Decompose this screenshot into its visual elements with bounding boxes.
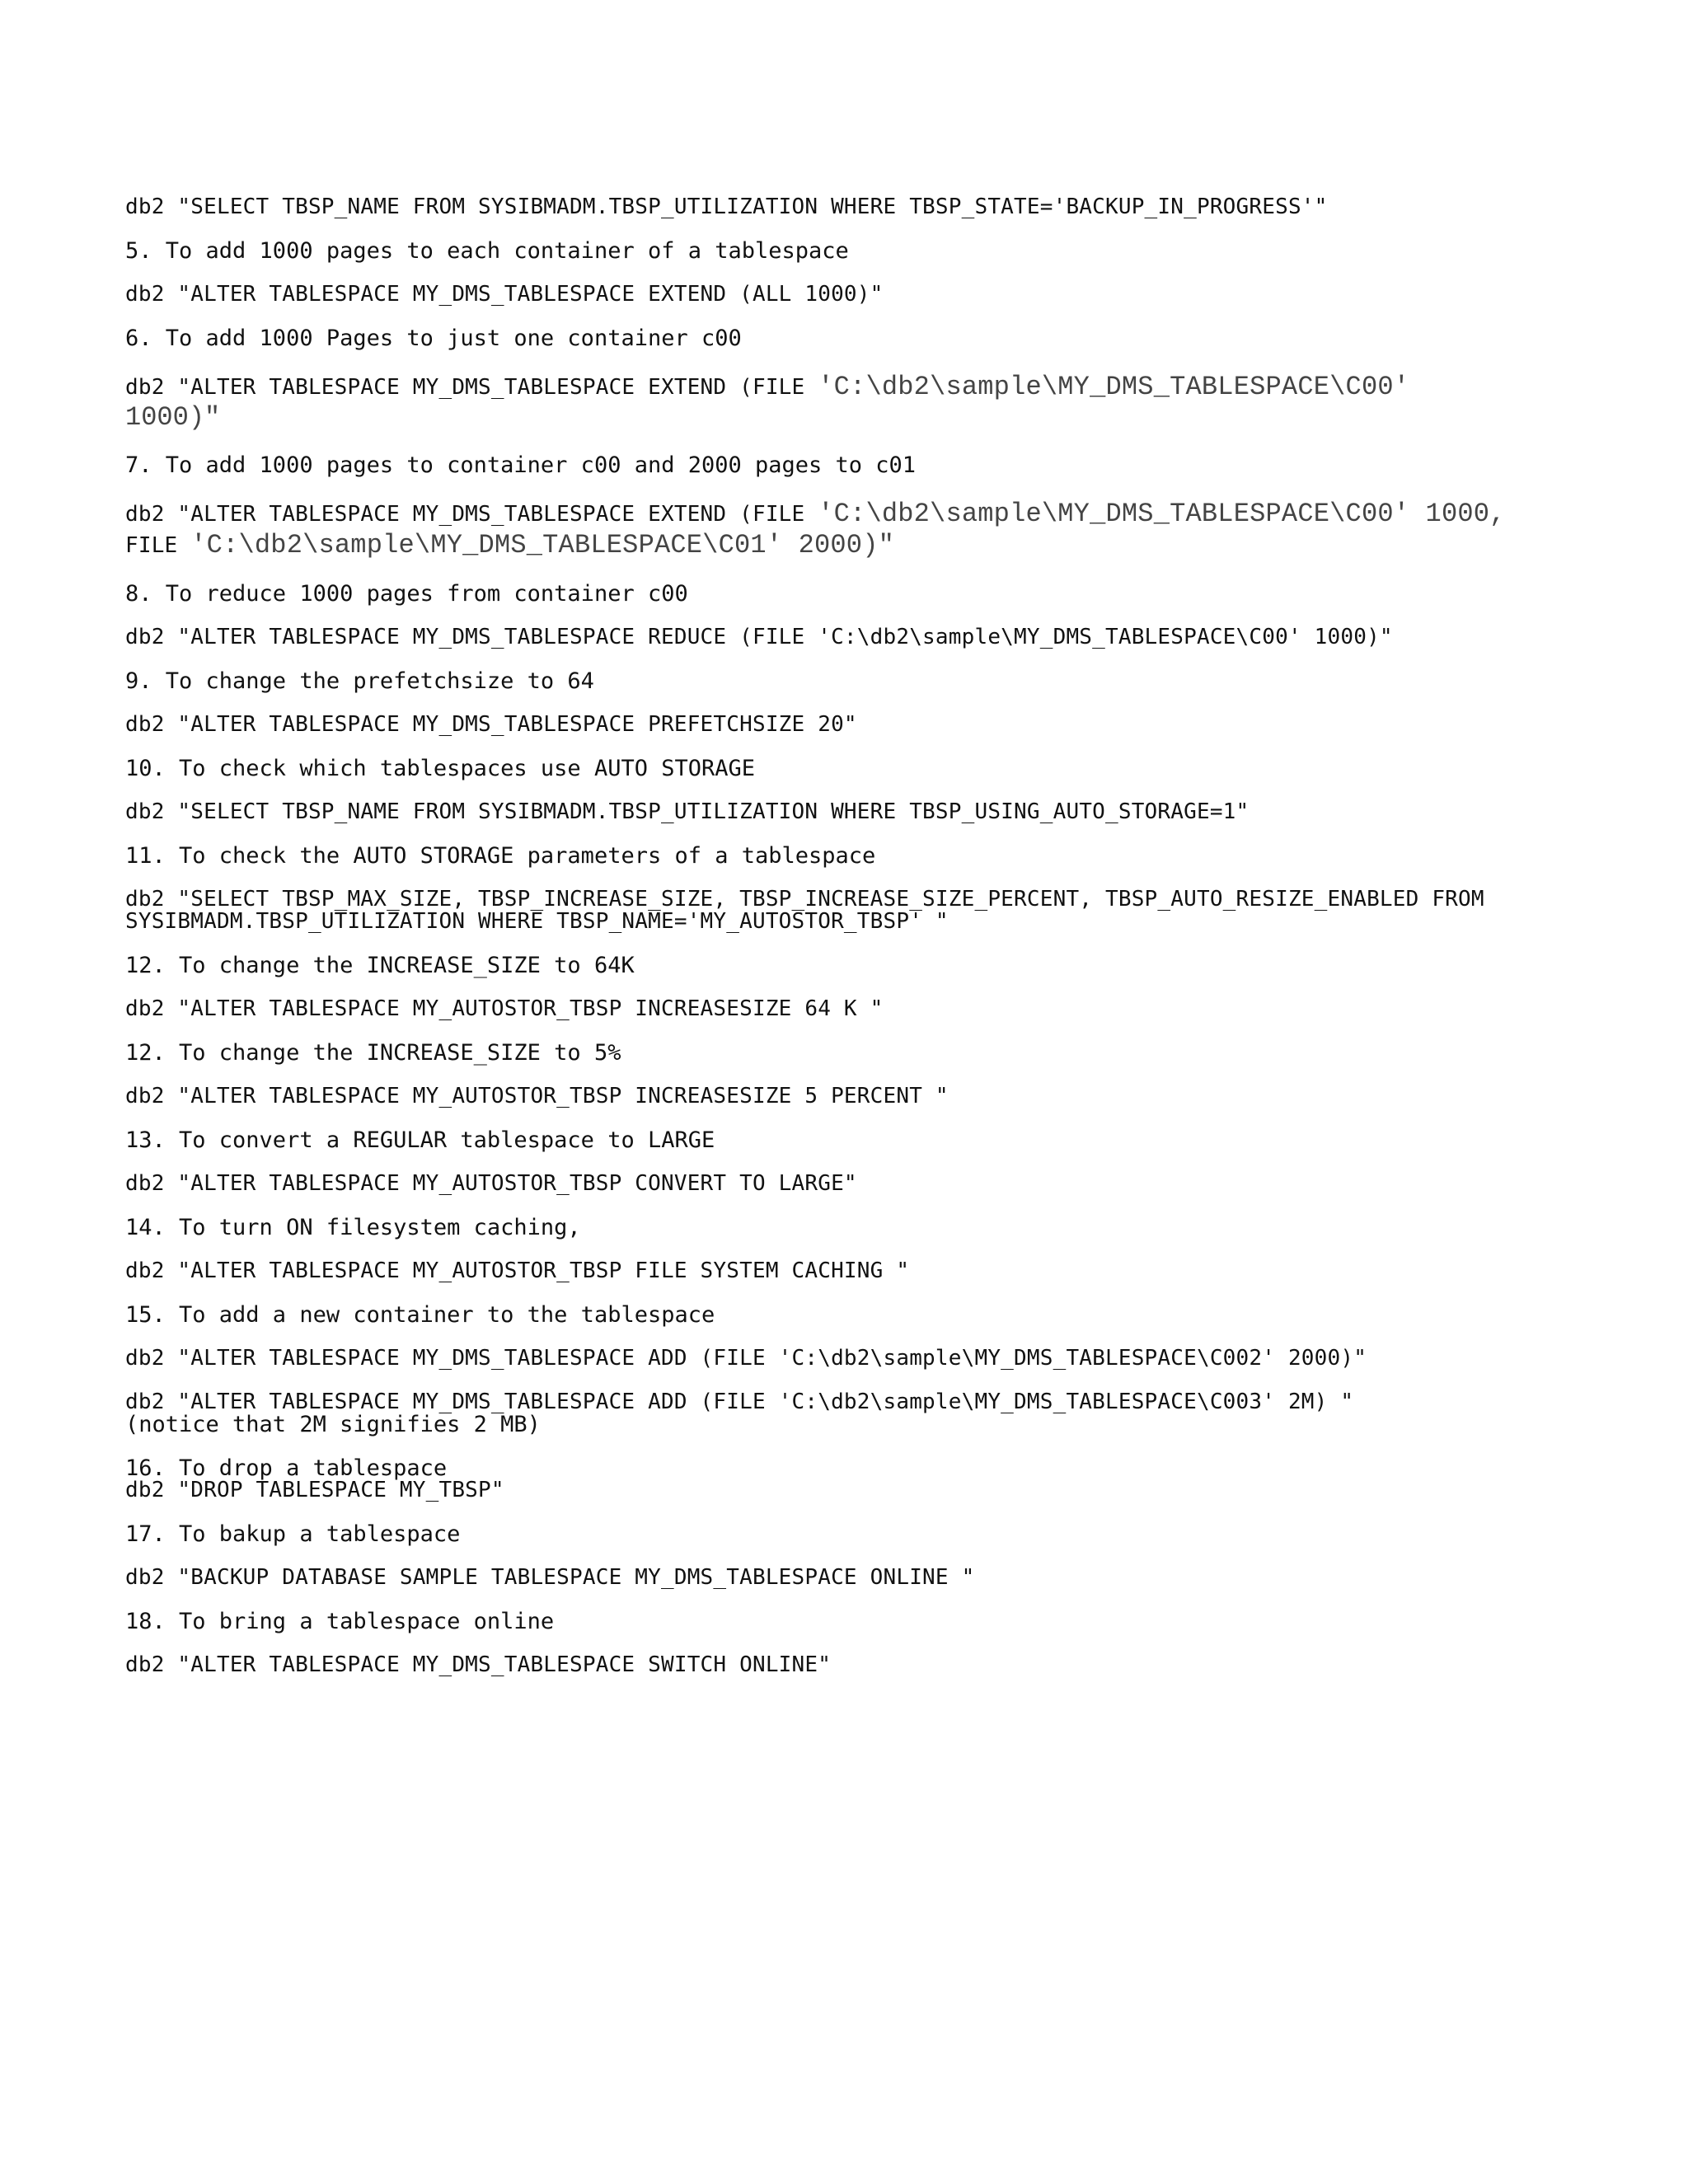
command-line xyxy=(125,372,1609,402)
step-heading: 5. To add 1000 pages to each container of a tablespace xyxy=(125,238,849,264)
command-text: db2 "ALTER TABLESPACE MY_DMS_TABLESPACE EXTEND (FILE xyxy=(125,375,818,400)
command-text: FILE xyxy=(125,533,191,558)
command-line xyxy=(125,499,1609,529)
step-heading: 7. To add 1000 pages to container c00 and 2000 pages to c01 xyxy=(125,452,917,478)
file-path: 'C:\db2\sample\MY_DMS_TABLESPACE\C01' 2000)" xyxy=(190,530,895,560)
step-heading: 17. To bakup a tablespace xyxy=(125,1521,461,1547)
command-text: db2 "ALTER TABLESPACE MY_DMS_TABLESPACE EXTEND (FILE xyxy=(125,502,818,527)
command-line: db2 "BACKUP DATABASE SAMPLE TABLESPACE MY_DMS_TABLESPACE ONLINE " xyxy=(125,1565,975,1590)
step-heading: 11. To check the AUTO STORAGE parameters of a tablespace xyxy=(125,843,876,869)
step-heading: 13. To convert a REGULAR tablespace to LARGE xyxy=(125,1127,715,1153)
step-heading: 12. To change the INCREASE_SIZE to 5% xyxy=(125,1040,621,1066)
command-line: db2 "ALTER TABLESPACE MY_DMS_TABLESPACE ADD (FILE 'C:\db2\sample\MY_DMS_TABLESPACE\C003' 2M) " xyxy=(125,1390,1354,1414)
step-heading: 6. To add 1000 Pages to just one container c00 xyxy=(125,326,742,351)
step-heading: 16. To drop a tablespace xyxy=(125,1455,448,1481)
command-line: db2 "ALTER TABLESPACE MY_AUTOSTOR_TBSP FILE SYSTEM CACHING " xyxy=(125,1258,910,1283)
step-heading: 8. To reduce 1000 pages from container c00 xyxy=(125,581,688,607)
step-heading: 12. To change the INCREASE_SIZE to 64K xyxy=(125,953,635,978)
command-line: db2 "SELECT TBSP_NAME FROM SYSIBMADM.TBSP_UTILIZATION WHERE TBSP_USING_AUTO_STORAGE=1" xyxy=(125,799,1250,824)
command-line: db2 "ALTER TABLESPACE MY_DMS_TABLESPACE ADD (FILE 'C:\db2\sample\MY_DMS_TABLESPACE\C002' 2000)" xyxy=(125,1346,1367,1371)
command-line: db2 "SELECT TBSP_MAX_SIZE, TBSP_INCREASE_SIZE, TBSP_INCREASE_SIZE_PERCENT, TBSP_AUTO_RESIZE_ENABLED FROM xyxy=(125,887,1484,912)
command-line: db2 "ALTER TABLESPACE MY_DMS_TABLESPACE EXTEND (ALL 1000)" xyxy=(125,282,884,307)
file-path: 'C:\db2\sample\MY_DMS_TABLESPACE\C00' xyxy=(818,372,1410,402)
command-line-continuation: SYSIBMADM.TBSP_UTILIZATION WHERE TBSP_NAME='MY_AUTOSTOR_TBSP' " xyxy=(125,909,949,934)
command-line: db2 "DROP TABLESPACE MY_TBSP" xyxy=(125,1478,504,1502)
file-path: 'C:\db2\sample\MY_DMS_TABLESPACE\C00' 1000, xyxy=(818,499,1506,529)
command-line: db2 "ALTER TABLESPACE MY_DMS_TABLESPACE REDUCE (FILE 'C:\db2\sample\MY_DMS_TABLESPACE\C00' 1000)" xyxy=(125,625,1393,649)
step-heading: 14. To turn ON filesystem caching, xyxy=(125,1215,581,1240)
note-text: (notice that 2M signifies 2 MB) xyxy=(125,1412,541,1437)
command-line: db2 "ALTER TABLESPACE MY_AUTOSTOR_TBSP CONVERT TO LARGE" xyxy=(125,1171,857,1196)
step-heading: 15. To add a new container to the tablespace xyxy=(125,1302,715,1328)
command-line: db2 "ALTER TABLESPACE MY_AUTOSTOR_TBSP INCREASESIZE 5 PERCENT " xyxy=(125,1084,949,1108)
step-heading: 9. To change the prefetchsize to 64 xyxy=(125,668,594,694)
step-heading: 10. To check which tablespaces use AUTO STORAGE xyxy=(125,756,756,781)
command-line: db2 "ALTER TABLESPACE MY_DMS_TABLESPACE PREFETCHSIZE 20" xyxy=(125,712,857,737)
command-line: db2 "ALTER TABLESPACE MY_DMS_TABLESPACE SWITCH ONLINE" xyxy=(125,1652,832,1677)
command-line: db2 "SELECT TBSP_NAME FROM SYSIBMADM.TBSP_UTILIZATION WHERE TBSP_STATE='BACKUP_IN_PROGRESS'" xyxy=(125,194,1328,219)
command-line: db2 "ALTER TABLESPACE MY_AUTOSTOR_TBSP INCREASESIZE 64 K " xyxy=(125,996,884,1021)
command-line-continuation xyxy=(125,530,1609,560)
command-line-continuation: 1000)" xyxy=(125,402,221,433)
step-heading: 18. To bring a tablespace online xyxy=(125,1609,555,1634)
